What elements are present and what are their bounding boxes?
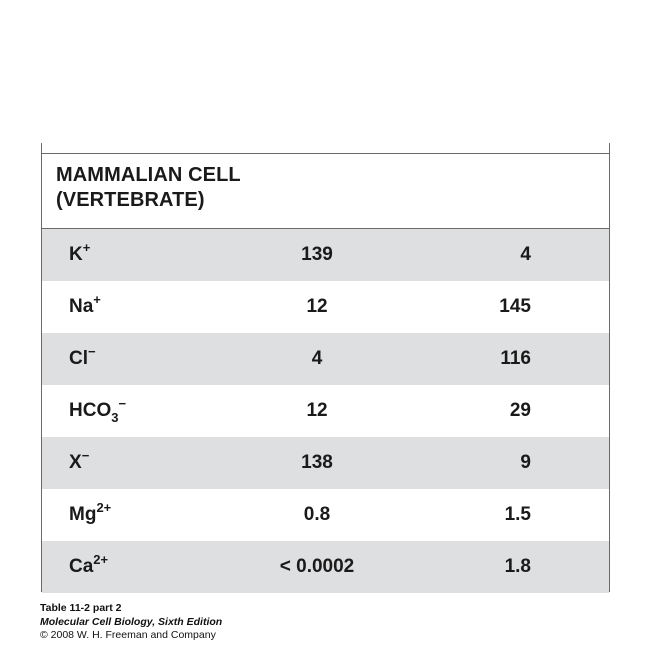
header-line-2: (VERTEBRATE) bbox=[56, 189, 205, 211]
outside-cell-value: 145 bbox=[499, 296, 531, 317]
table-row: Na+ 12 145 bbox=[69, 292, 531, 317]
table-row: Cl− 4 116 bbox=[42, 333, 609, 385]
outside-cell-value: 29 bbox=[509, 400, 531, 421]
table-row: $HCO_3^-$ 12 29 bbox=[69, 396, 531, 425]
ion-name: X− bbox=[69, 448, 90, 473]
caption-table-number: Table 11-2 part 2 bbox=[40, 602, 122, 614]
outside-cell-value: 116 bbox=[500, 348, 531, 369]
outside-cell-value: 1.5 bbox=[504, 504, 531, 525]
ion-name: Na+ bbox=[69, 292, 101, 317]
outside-cell-value: 1.8 bbox=[504, 556, 531, 577]
table-row: $Ca^{2+}$ < 0.0002 1.8 bbox=[42, 541, 609, 593]
ion-concentration-table bbox=[41, 143, 610, 592]
table-top-rule bbox=[42, 153, 609, 154]
ion-name: $Mg^{2+}$ bbox=[69, 500, 112, 525]
table-row: K+ 139 4 bbox=[42, 229, 609, 281]
figure-caption bbox=[40, 602, 222, 643]
caption-copyright: © 2008 W. H. Freeman and Company bbox=[40, 629, 216, 641]
ion-name: $HCO_3^-$ bbox=[69, 396, 127, 425]
table-row: $Mg^{2+}$ 0.8 1.5 bbox=[69, 500, 531, 525]
table-row: X− 138 9 bbox=[42, 437, 609, 489]
header-line-1: MAMMALIAN CELL bbox=[56, 164, 241, 186]
caption-book-title: Molecular Cell Biology, Sixth Edition bbox=[40, 615, 223, 628]
ion-name: K+ bbox=[69, 240, 91, 265]
ion-name: $Ca^{2+}$ bbox=[69, 552, 109, 577]
table-body bbox=[42, 229, 609, 593]
ion-name: Cl− bbox=[69, 344, 96, 369]
outside-cell-value: 4 bbox=[520, 244, 531, 265]
table-header bbox=[56, 163, 241, 213]
outside-cell-value: 9 bbox=[520, 452, 531, 473]
